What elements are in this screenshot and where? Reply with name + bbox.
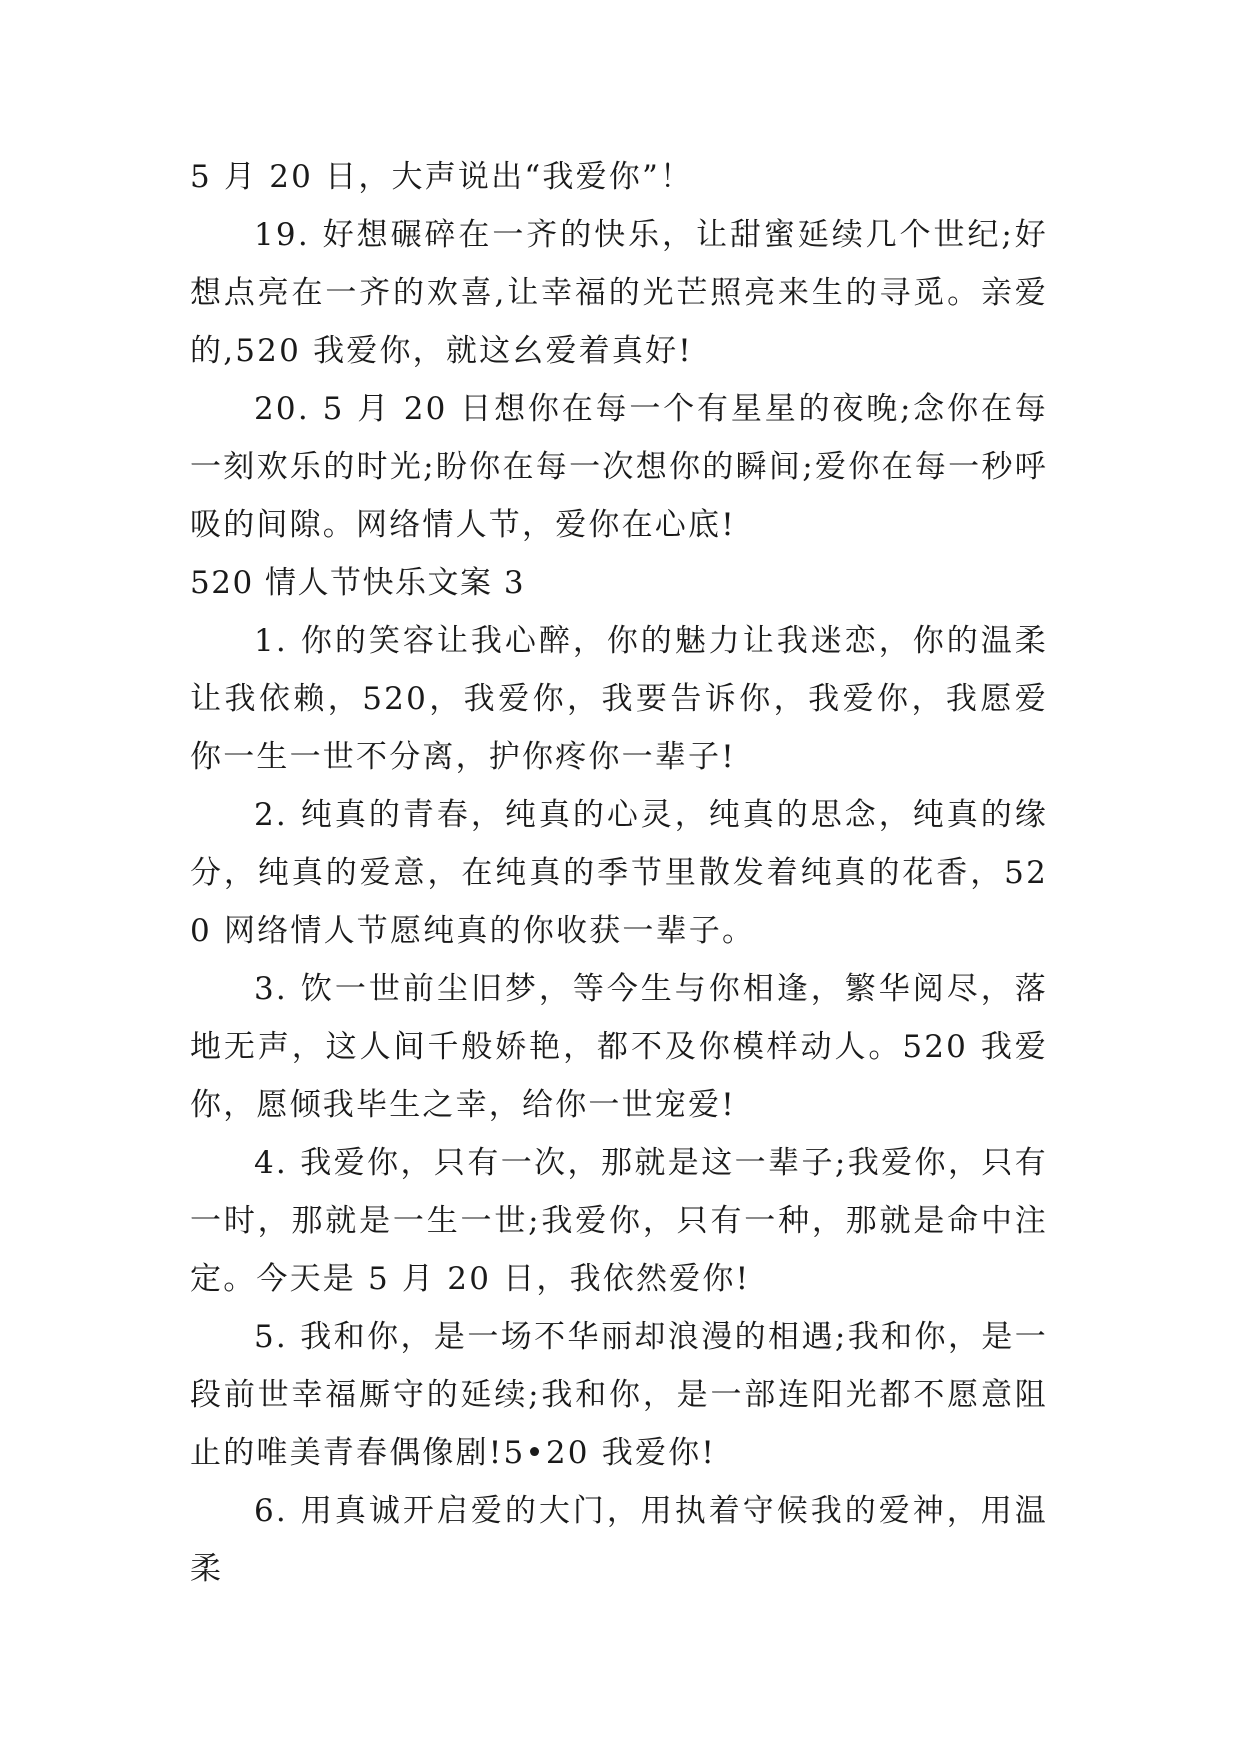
paragraph: 1. 你的笑容让我心醉，你的魅力让我迷恋，你的温柔让我依赖，520，我爱你，我要告诉你，我爱你，我愿爱你一生一世不分离，护你疼你一辈子! bbox=[190, 623, 1048, 775]
paragraph: 6. 用真诚开启爱的大门，用执着守候我的爱神，用温柔 bbox=[190, 1493, 1048, 1587]
paragraph: 4. 我爱你，只有一次，那就是这一辈子;我爱你，只有一时，那就是一生一世;我爱你，只有一种，那就是命中注定。今天是 5 月 20 日，我依然爱你! bbox=[190, 1145, 1048, 1297]
paragraph: 5. 我和你，是一场不华丽却浪漫的相遇;我和你，是一段前世幸福厮守的延续;我和你，是一部连阳光都不愿意阻止的唯美青春偶像剧!5•20 我爱你! bbox=[190, 1319, 1048, 1471]
paragraph: 5 月 20 日，大声说出“我爱你”！ bbox=[190, 159, 694, 195]
paragraph: 19. 好想碾碎在一齐的快乐，让甜蜜延续几个世纪;好想点亮在一齐的欢喜,让幸福的光芒照亮来生的寻觅。亲爱的,520 我爱你，就这幺爱着真好! bbox=[190, 217, 1048, 369]
section-heading: 520 情人节快乐文案 3 bbox=[190, 565, 526, 601]
paragraph: 3. 饮一世前尘旧梦，等今生与你相逢，繁华阅尽，落地无声，这人间千般娇艳，都不及你模样动人。520 我爱你，愿倾我毕生之幸，给你一世宠爱! bbox=[190, 971, 1048, 1123]
document-page bbox=[190, 148, 1048, 1598]
paragraph: 20. 5 月 20 日想你在每一个有星星的夜晚;念你在每一刻欢乐的时光;盼你在每一次想你的瞬间;爱你在每一秒呼吸的间隙。网络情人节，爱你在心底! bbox=[190, 391, 1048, 543]
paragraph: 2. 纯真的青春，纯真的心灵，纯真的思念，纯真的缘分，纯真的爱意，在纯真的季节里散发着纯真的花香，520 网络情人节愿纯真的你收获一辈子。 bbox=[190, 797, 1048, 949]
